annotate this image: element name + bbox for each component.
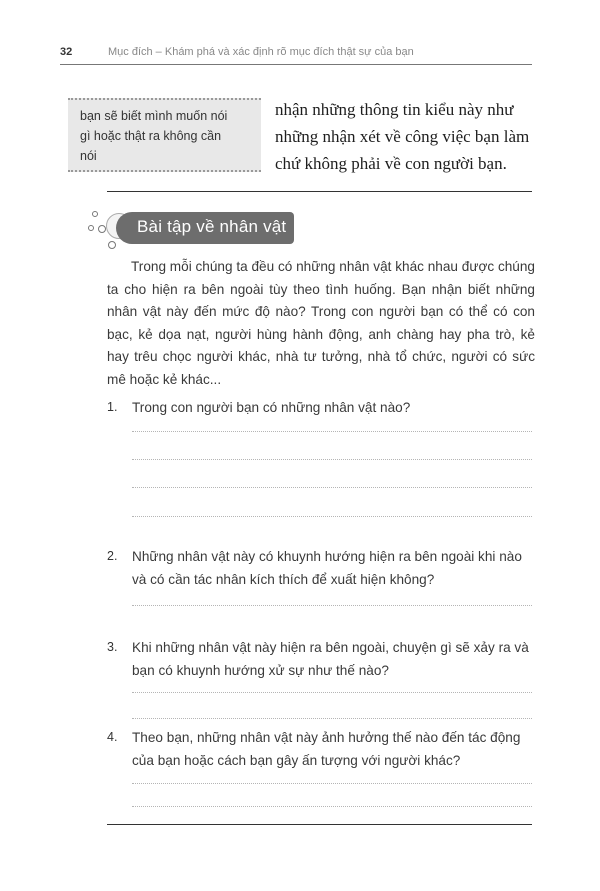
page-header <box>60 44 532 65</box>
answer-line[interactable] <box>132 431 532 432</box>
page-number: 32 <box>60 46 73 58</box>
question-text: Khi những nhân vật này hiện ra bên ngoài, chuyện gì sẽ xảy ra và bạn có khuynh hướng xử sự như thế nào? <box>132 640 529 678</box>
question-text: Những nhân vật này có khuynh hướng hiện ra bên ngoài khi nào và có cần tác nhân kích thích để xuất hiện không? <box>132 549 522 587</box>
running-title: Mục đích – Khám phá và xác định rõ mục đích thật sự của bạn <box>108 46 414 58</box>
continued-line: những nhận xét về công việc bạn làm <box>275 127 530 146</box>
answer-line[interactable] <box>132 806 532 807</box>
question-number: 2. <box>107 549 118 563</box>
sidebar-line: gì hoặc thật ra không cần <box>80 129 222 143</box>
continued-line: chứ không phải về con người bạn. <box>275 154 507 173</box>
footer-rule <box>107 824 532 825</box>
answer-line[interactable] <box>132 459 532 460</box>
answer-line[interactable] <box>132 516 532 517</box>
section-title: Bài tập về nhân vật <box>137 217 287 236</box>
question-number: 1. <box>107 400 118 414</box>
answer-line[interactable] <box>132 605 532 606</box>
answer-line[interactable] <box>132 783 532 784</box>
answer-line[interactable] <box>132 718 532 719</box>
sidebar-quote <box>68 98 261 172</box>
sidebar-line: nói <box>80 149 97 163</box>
sidebar-line: bạn sẽ biết mình muốn nói <box>80 109 228 123</box>
question-number: 4. <box>107 730 118 744</box>
answer-line[interactable] <box>132 692 532 693</box>
question-text: Trong con người bạn có những nhân vật nào? <box>132 400 411 415</box>
question-number: 3. <box>107 640 118 654</box>
question-text: Theo bạn, những nhân vật này ảnh hưởng thế nào đến tác động của bạn hoặc cách bạn gây ấn tượng với người khác? <box>132 730 521 768</box>
answer-line[interactable] <box>132 487 532 488</box>
continued-paragraph <box>275 96 535 177</box>
divider-rule <box>107 191 532 192</box>
intro-paragraph: Trong mỗi chúng ta đều có những nhân vật khác nhau được chúng ta cho hiện ra bên ngoài tùy theo tình huống. Bạn nhận biết những nhân vật này đến mức độ nào? Trong con người bạn có thể có con bạc, kẻ dọa nạt, người hùng hành động, anh chàng hay pha trò, kẻ hay trêu chọc người khác, nhà tư tưởng, nhà tổ chức, người có sức mê hoặc kẻ khác... <box>107 259 535 387</box>
continued-line: nhận những thông tin kiểu này như <box>275 100 514 119</box>
